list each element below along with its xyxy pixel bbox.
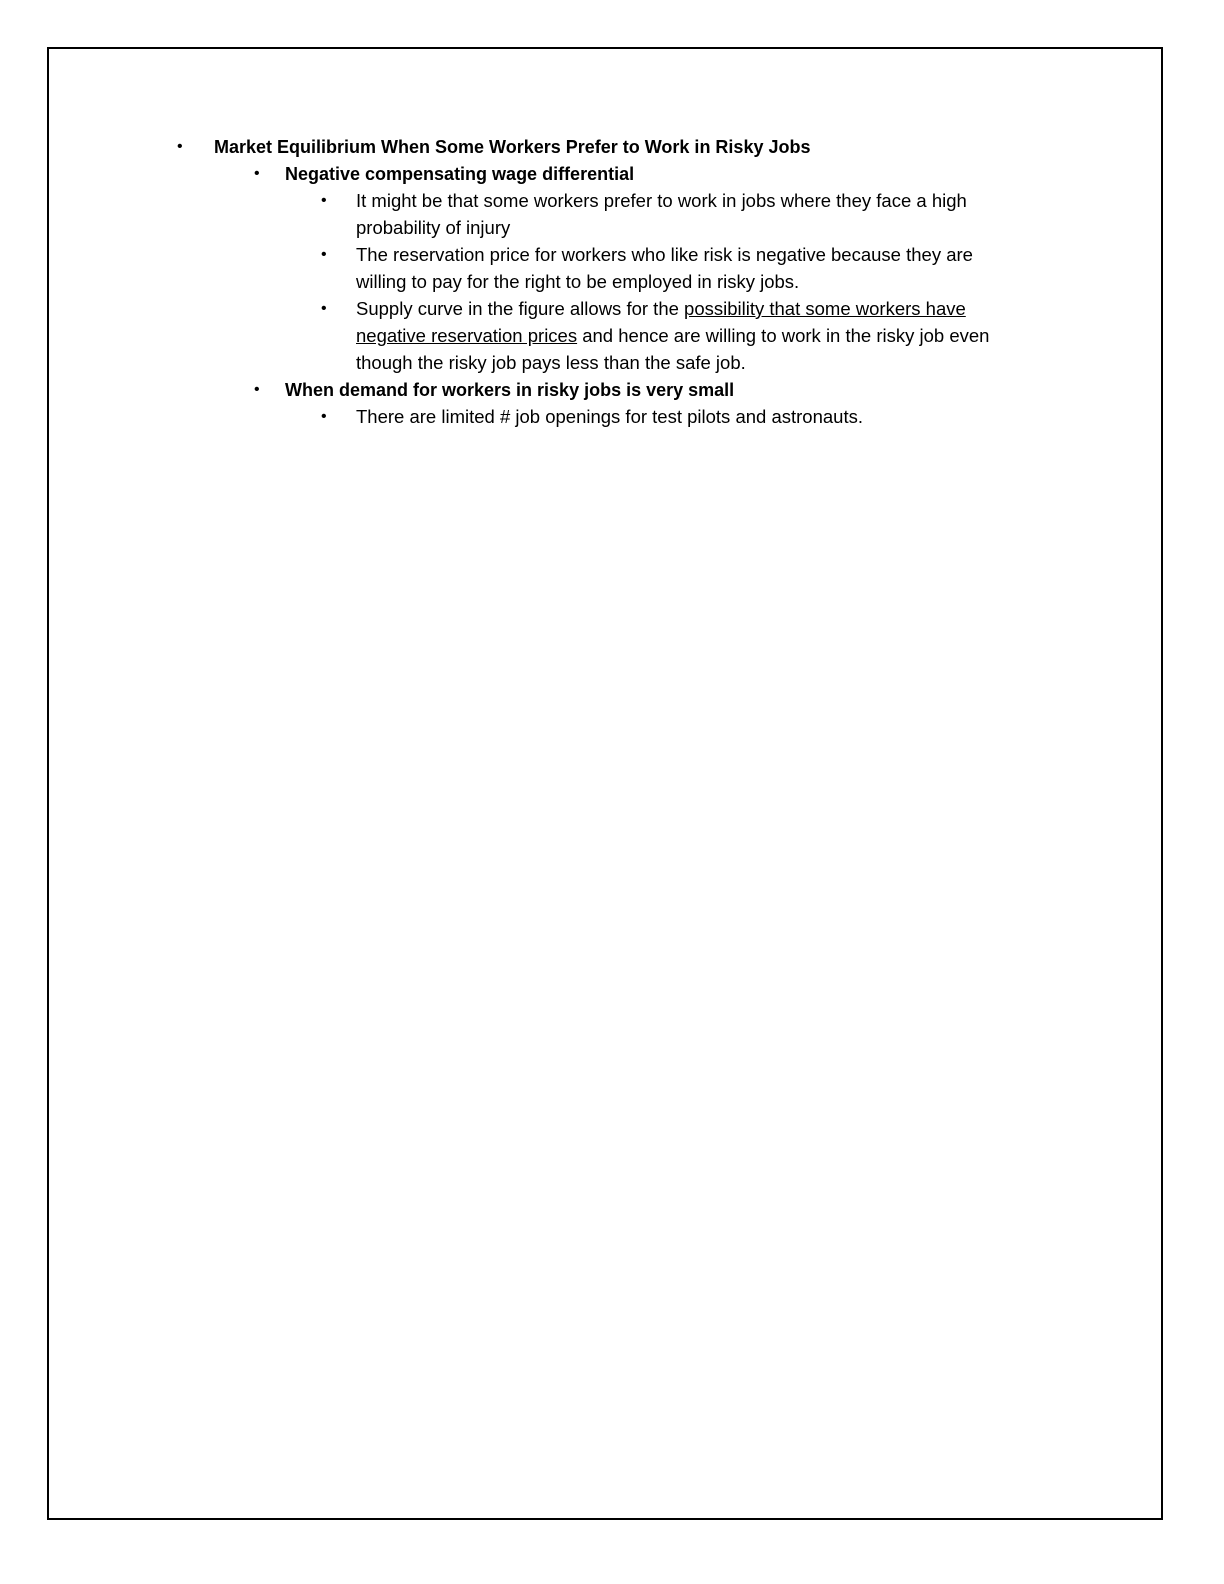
bullet-level2: • [254,381,260,398]
bullet-level3: • [321,300,327,317]
point-text-plain: Supply curve in the figure allows for the [356,298,685,319]
bullet-level1: • [177,138,183,155]
point-text: It might be that some workers prefer to work in jobs where they face a high [356,190,967,211]
point-text [356,323,989,349]
point-text-plain: and hence are willing to work in the risky job even [577,325,990,346]
underlined-phrase: negative reservation prices [356,325,578,346]
bullet-level3: • [321,246,327,263]
point-text: probability of injury [356,217,511,238]
main-heading: Market Equilibrium When Some Workers Prefer to Work in Risky Jobs [214,137,811,157]
bullet-level3: • [321,408,327,425]
section-title-small-demand: When demand for workers in risky jobs is very small [285,380,735,400]
point-text: There are limited # job openings for test pilots and astronauts. [356,406,863,427]
point-text: though the risky job pays less than the safe job. [356,352,746,373]
point-text: The reservation price for workers who like risk is negative because they are [356,244,973,265]
point-text: willing to pay for the right to be employed in risky jobs. [356,271,800,292]
bullet-level3: • [321,192,327,209]
bullet-level2: • [254,165,260,182]
section-title-negative-differential: Negative compensating wage differential [285,164,635,184]
underlined-phrase: possibility that some workers have [684,298,966,319]
point-text [356,296,966,322]
